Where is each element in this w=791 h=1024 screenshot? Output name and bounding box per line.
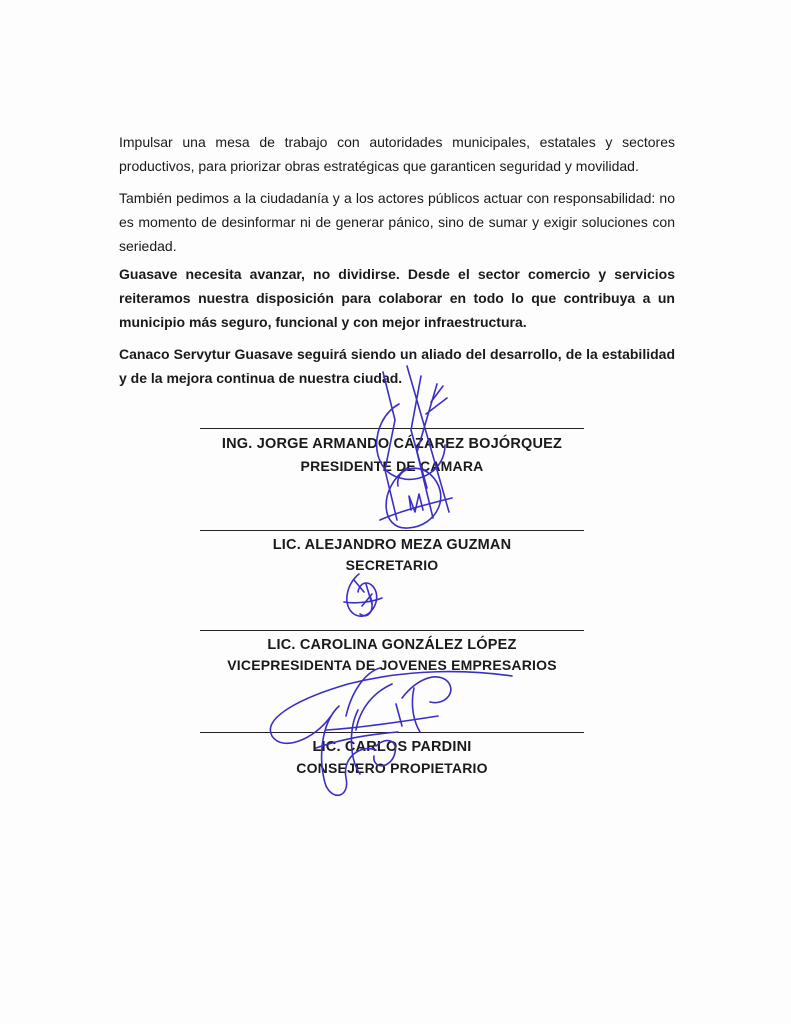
signature-line-vicepresident: [200, 630, 584, 631]
signature-line-secretary: [200, 530, 584, 531]
signatory-name-counselor: LIC. CARLOS PARDINI: [312, 739, 472, 755]
paragraph-guasave-commitment: Guasave necesita avanzar, no dividirse. Desde el sector comercio y servicios reiteramos nuestra disposición para colaborar en todo lo que contribuya a un municipio más seguro, funcional y con mejor infraestructura.: [119, 266, 675, 330]
signatory-name-president: ING. JORGE ARMANDO CÁZAREZ BOJÓRQUEZ: [221, 436, 563, 452]
signatory-role-counselor: CONSEJERO PROPIETARIO: [296, 760, 488, 776]
paragraph-work-table: Impulsar una mesa de trabajo con autoridades municipales, estatales y sectores productivos, para priorizar obras estratégicas que garanticen seguridad y movilidad.: [119, 134, 675, 174]
paragraph-citizen-call: También pedimos a la ciudadanía y a los actores públicos actuar con responsabilidad: no es momento de desinformar ni de generar pánico, sino de sumar y exigir soluciones con seriedad.: [119, 190, 675, 254]
signatory-role-vicepresident: VICEPRESIDENTA DE JOVENES EMPRESARIOS: [227, 657, 557, 673]
signatory-name-secretary: LIC. ALEJANDRO MEZA GUZMAN: [272, 537, 512, 553]
signatory-name-vicepresident: LIC. CAROLINA GONZÁLEZ LÓPEZ: [267, 637, 517, 653]
signatory-role-secretary: SECRETARIO: [345, 557, 439, 573]
signatory-role-president: PRESIDENTE DE CAMARA: [300, 458, 484, 474]
signature-secretary: [344, 574, 382, 616]
paragraph-canaco-closing: Canaco Servytur Guasave seguirá siendo un aliado del desarrollo, de la estabilidad y de la mejora continua de nuestra ciudad.: [119, 346, 675, 386]
signature-line-counselor: [200, 732, 584, 733]
signature-line-president: [200, 428, 584, 429]
